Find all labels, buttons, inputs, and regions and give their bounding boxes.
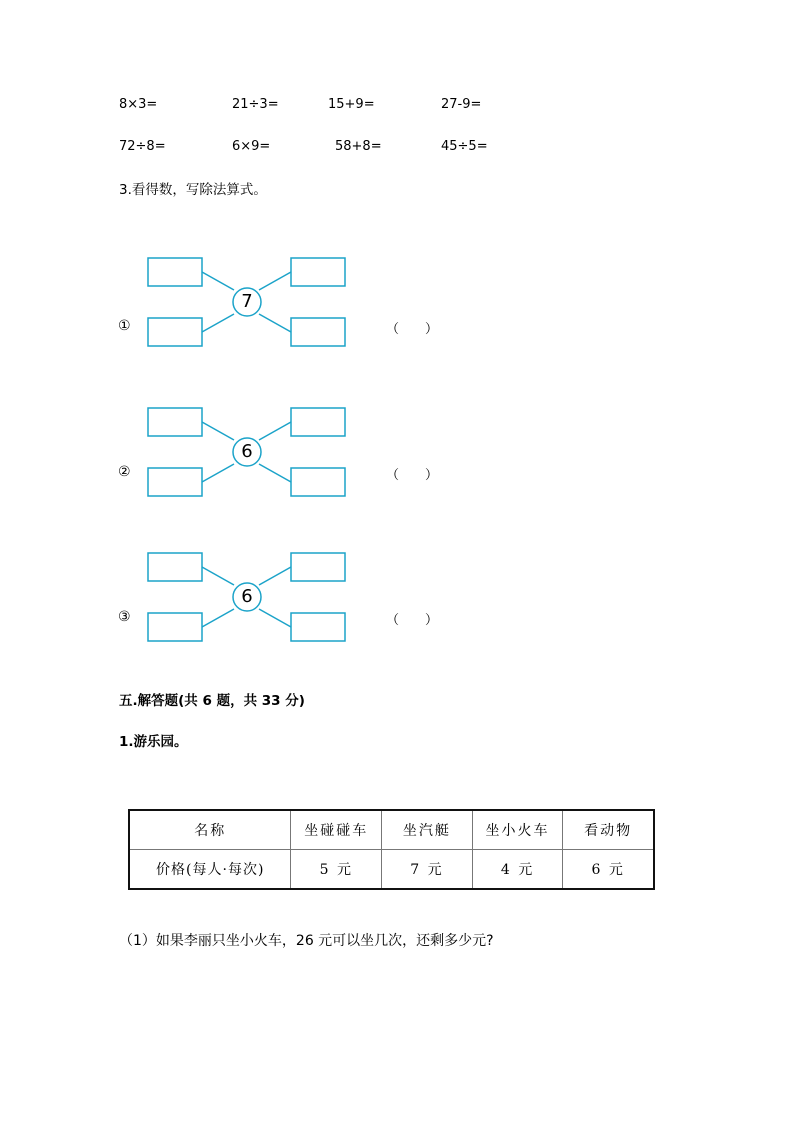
item-number: ③ [118, 609, 131, 625]
table-header-row [129, 810, 654, 850]
division-diagram [140, 252, 360, 352]
question-title: 1.游乐园。 [119, 734, 188, 750]
equation: 27-9= [441, 97, 482, 112]
item-number: ① [118, 318, 131, 334]
division-diagram [140, 402, 360, 502]
table-header-cell: 坐小火车 [472, 810, 563, 850]
equation: 6×9= [232, 139, 271, 154]
table-row [129, 850, 654, 890]
sub-question: （1）如果李丽只坐小火车，26 元可以坐几次，还剩多少元? [119, 933, 494, 949]
answer-blank[interactable]: （ ） [386, 468, 439, 483]
table-cell: 6 元 [563, 850, 654, 890]
equation: 15+9= [328, 97, 375, 112]
question-title: 3.看得数，写除法算式。 [119, 182, 267, 198]
equation: 45÷5= [441, 139, 488, 154]
answer-blank[interactable]: （ ） [386, 322, 439, 337]
center-number: 7 [241, 291, 253, 312]
section-heading: 五.解答题(共 6 题，共 33 分) [119, 693, 305, 709]
item-number: ② [118, 464, 131, 480]
table-header-cell: 名称 [129, 810, 291, 850]
table-header-cell: 坐汽艇 [382, 810, 473, 850]
equation: 21÷3= [232, 97, 279, 112]
table-header-cell: 看动物 [563, 810, 654, 850]
answer-blank[interactable]: （ ） [386, 613, 439, 628]
table-cell: 4 元 [472, 850, 563, 890]
table-cell: 7 元 [382, 850, 473, 890]
table-row-label: 价格(每人·每次) [129, 850, 291, 890]
center-number: 6 [241, 441, 253, 462]
equation: 72÷8= [119, 139, 166, 154]
center-number: 6 [241, 586, 253, 607]
table-cell: 5 元 [291, 850, 382, 890]
division-diagram [140, 547, 360, 647]
equation: 58+8= [335, 139, 382, 154]
price-table [128, 809, 655, 890]
table-header-cell: 坐碰碰车 [291, 810, 382, 850]
equation: 8×3= [119, 97, 158, 112]
